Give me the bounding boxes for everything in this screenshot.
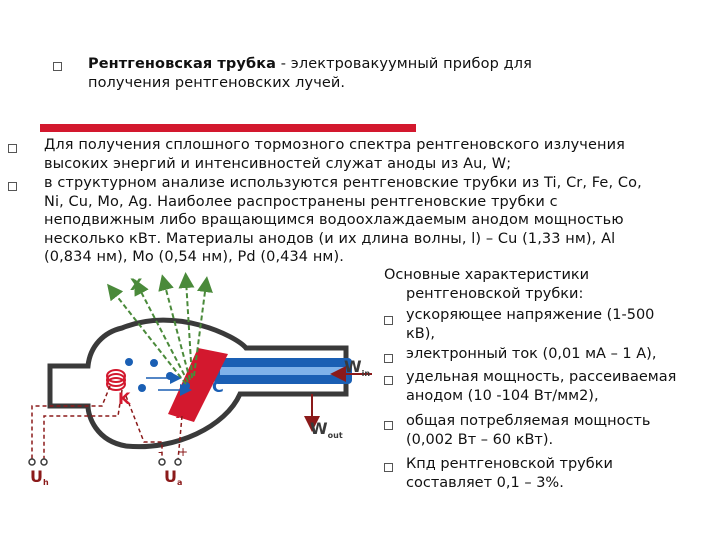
label-w-out: [310, 419, 343, 440]
label-c: C: [212, 377, 224, 396]
characteristic-line: удельная мощность, рассеиваемая: [406, 369, 677, 385]
title-definition: - электровакуумный прибор для: [276, 56, 532, 72]
bullet-marker: [384, 376, 393, 385]
characteristic-item: [406, 455, 613, 492]
list-item: [44, 174, 642, 267]
minus-sign: -: [158, 445, 163, 459]
list-item-line: неподвижным либо вращающимся водоохлаждаемым анодом мощностью: [44, 212, 624, 229]
bullet-marker: [384, 354, 393, 363]
characteristic-line: общая потребляемая мощность: [406, 413, 651, 429]
characteristic-line: анодом (10 -104 Вт/мм2),: [406, 387, 599, 404]
label-u-h: [30, 467, 49, 487]
title-definition-line2: получения рентгеновских лучей.: [88, 74, 346, 91]
xray-arrows: [112, 280, 206, 384]
label-w-in: [344, 357, 370, 378]
list-item-line: Для получения сплошного тормозного спектра рентгеновского излучения: [44, 137, 625, 153]
bullet-marker: [384, 463, 393, 472]
red-divider-bar: [40, 124, 416, 132]
bullet-marker: [53, 62, 62, 71]
label-k: K: [118, 389, 131, 408]
characteristic-item: [406, 306, 654, 343]
characteristics-heading: [384, 266, 589, 303]
label-a: A: [176, 403, 189, 422]
characteristic-item: [406, 368, 676, 405]
characteristic-line: (0,002 Вт – 60 кВт).: [406, 431, 554, 448]
label-u-a-main: U: [164, 467, 177, 486]
label-u-a-sub: a: [177, 478, 183, 487]
characteristic-line: ускоряющее напряжение (1-500: [406, 307, 655, 323]
label-u-h-sub: h: [43, 478, 49, 487]
list-item-line: (0,834 нм), Mo (0,54 нм), Pd (0,434 нм).: [44, 249, 344, 266]
characteristic-line: кВ),: [406, 325, 435, 342]
list-item-line: в структурном анализе используются рентгеновские трубки из Ti, Cr, Fe, Co,: [44, 175, 642, 191]
xray-tube-diagram: [26, 266, 382, 496]
label-w-in-sub: in: [361, 369, 371, 378]
anode-cooling-channel: [220, 367, 346, 375]
list-item-line: высоких энергий и интенсивностей служат аноды из Au, W;: [44, 155, 512, 172]
label-u-a: [164, 467, 182, 487]
characteristics-heading-line2: рентгеновской трубки:: [406, 285, 584, 302]
list-item: [44, 136, 625, 173]
label-w-out-main: W: [310, 419, 328, 438]
characteristic-line: Кпд рентгеновской трубки: [406, 456, 613, 472]
label-w-in-main: W: [344, 357, 362, 376]
characteristic-line: электронный ток (0,01 мА – 1 А),: [406, 346, 657, 362]
terminals: [29, 459, 181, 465]
characteristic-item: [406, 412, 650, 449]
list-item-line: несколько кВт. Материалы анодов (и их длина волны, l) – Cu (1,33 нм), Al: [44, 230, 616, 247]
label-w-out-sub: out: [327, 431, 343, 440]
plus-sign: +: [178, 445, 189, 459]
bullet-marker: [8, 182, 17, 191]
bullet-marker: [384, 316, 393, 325]
list-item-line: Ni, Cu, Mo, Ag. Наиболее распространены рентгеновские трубки с: [44, 193, 558, 210]
label-u-h-main: U: [30, 467, 43, 486]
characteristics-heading-line1: Основные характеристики: [384, 267, 590, 283]
electrons: [125, 358, 190, 392]
slide-title: [88, 55, 532, 92]
characteristic-item: [406, 345, 656, 364]
bullet-marker: [8, 144, 17, 153]
title-term: Рентгеновская трубка: [88, 56, 277, 72]
characteristic-line: составляет 0,1 – 3%.: [406, 474, 564, 491]
bullet-marker: [384, 421, 393, 430]
label-x: X: [130, 275, 143, 294]
